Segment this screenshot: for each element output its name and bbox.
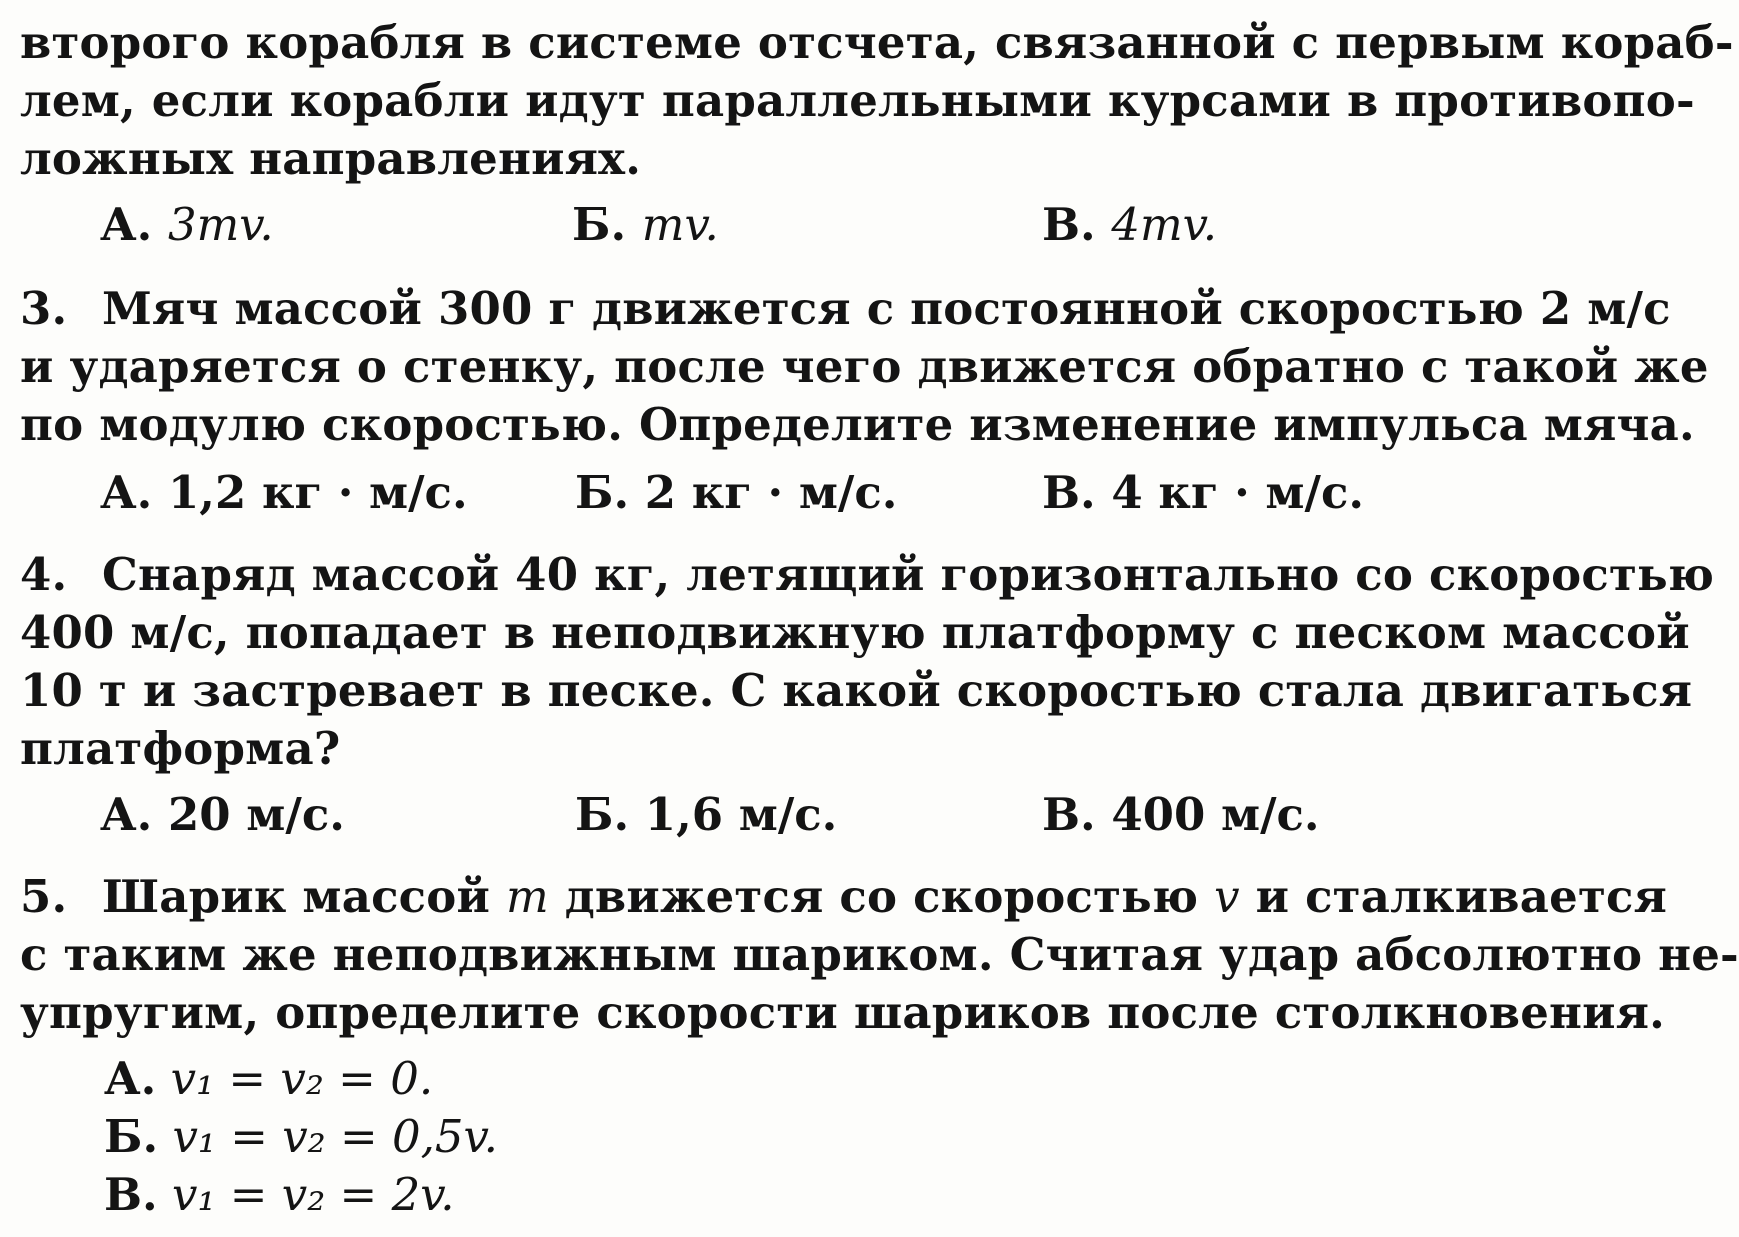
q5-velocity-symbol: v [1214, 870, 1240, 923]
q3-options [0, 464, 1511, 524]
q5-mass-symbol: m [505, 870, 549, 923]
q3-option-b: Б. 2 кг · м/с. [575, 466, 898, 519]
intro-line-3: ложных направлениях. [20, 132, 642, 185]
q4-number: 4. [20, 548, 68, 601]
q3-line-2: и ударяется о стенку, после чего движется обратно с такой же [20, 340, 1709, 393]
q5-option-a: А. v₁ = v₂ = 0. [104, 1052, 434, 1105]
q5-option-c: В. v₁ = v₂ = 2v. [104, 1168, 455, 1221]
q3-line-3: по модулю скоростью. Определите изменение импульса мяча. [20, 398, 1695, 451]
q4-line-4: платформа? [20, 722, 341, 775]
q4-options [0, 786, 1511, 846]
q3-number: 3. [20, 282, 68, 335]
intro-option-c: В. 4mv. [1042, 198, 1218, 251]
q5-line-2: с таким же неподвижным шариком. Считая удар абсолютно не- [20, 928, 1739, 981]
q4-option-a: А. 20 м/с. [100, 788, 345, 841]
q5-option-b: Б. v₁ = v₂ = 0,5v. [104, 1110, 498, 1163]
q4-option-c: В. 400 м/с. [1042, 788, 1320, 841]
intro-line-2: лем, если корабли идут параллельными курсами в противопо- [20, 74, 1695, 127]
q3-line-1: 3. Мяч массой 300 г движется с постоянной скоростью 2 м/с [20, 280, 1671, 338]
q3-option-c: В. 4 кг · м/с. [1042, 466, 1365, 519]
q5-line-3: упругим, определите скорости шариков после столкновения. [20, 986, 1666, 1039]
q5-number: 5. [20, 870, 68, 923]
q5-line-1: 5. Шарик массой m движется со скоростью v и сталкивается [20, 868, 1667, 926]
q4-option-b: Б. 1,6 м/с. [575, 788, 838, 841]
intro-option-a: А. 3mv. [100, 198, 274, 251]
q3-option-a: А. 1,2 кг · м/с. [100, 466, 468, 519]
q4-line-1: 4. Снаряд массой 40 кг, летящий горизонтально со скоростью [20, 546, 1714, 604]
q4-line-2: 400 м/с, попадает в неподвижную платформу с песком массой [20, 606, 1690, 659]
intro-line-1: второго корабля в системе отсчета, связанной с первым кораб- [20, 16, 1734, 69]
q4-line-3: 10 т и застревает в песке. С какой скоростью стала двигаться [20, 664, 1693, 717]
intro-options [0, 196, 1511, 256]
intro-option-b: Б. mv. [572, 198, 719, 251]
